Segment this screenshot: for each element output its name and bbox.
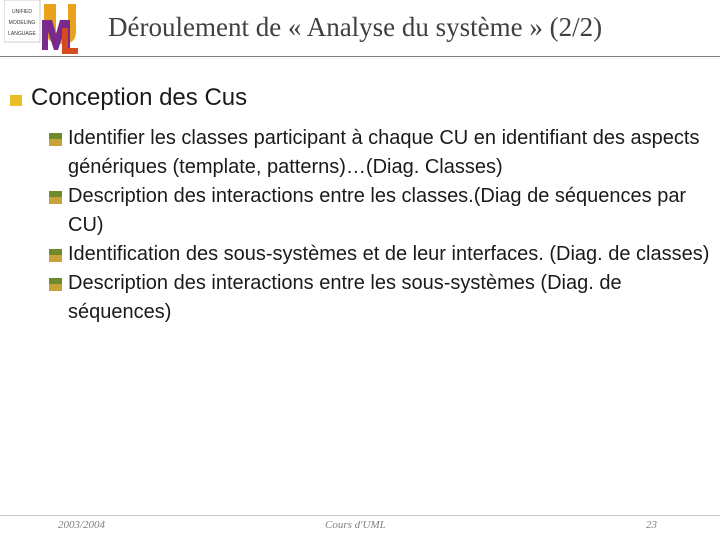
square-bullet-icon bbox=[49, 191, 62, 204]
list-item bbox=[49, 124, 720, 182]
list-item-text: Description des interactions entre les sous-systèmes (Diag. de séquences) bbox=[68, 272, 622, 323]
list-item bbox=[49, 269, 720, 327]
page-number: 23 bbox=[646, 519, 657, 531]
list-item bbox=[49, 182, 720, 240]
footer-course-title: Cours d'UML bbox=[325, 519, 386, 531]
square-bullet-icon bbox=[49, 249, 62, 262]
bullet-list bbox=[49, 124, 720, 327]
level1-bullet-icon bbox=[10, 95, 22, 106]
square-bullet-icon bbox=[49, 278, 62, 291]
list-item bbox=[49, 240, 720, 269]
logo-line-3: LANGUAGE bbox=[8, 31, 36, 37]
list-item-text: Identification des sous-systèmes et de leur interfaces. (Diag. de classes) bbox=[68, 243, 710, 265]
list-item-text: Identifier les classes participant à chaque CU en identifiant des aspects génériques (template, patterns)…(Diag. Classes) bbox=[68, 127, 700, 178]
list-item-text: Description des interactions entre les classes.(Diag de séquences par CU) bbox=[68, 185, 687, 236]
logo-line-1: UNIFIED bbox=[12, 9, 32, 15]
footer-date: 2003/2004 bbox=[58, 519, 106, 531]
section-heading: Conception des Cus bbox=[31, 84, 248, 111]
uml-logo bbox=[4, 0, 80, 56]
slide-title: Déroulement de « Analyse du système » (2/2) bbox=[108, 12, 603, 42]
square-bullet-icon bbox=[49, 133, 62, 146]
footer-divider bbox=[0, 515, 720, 516]
logo-line-2: MODELING bbox=[8, 20, 36, 26]
title-divider bbox=[0, 56, 720, 57]
